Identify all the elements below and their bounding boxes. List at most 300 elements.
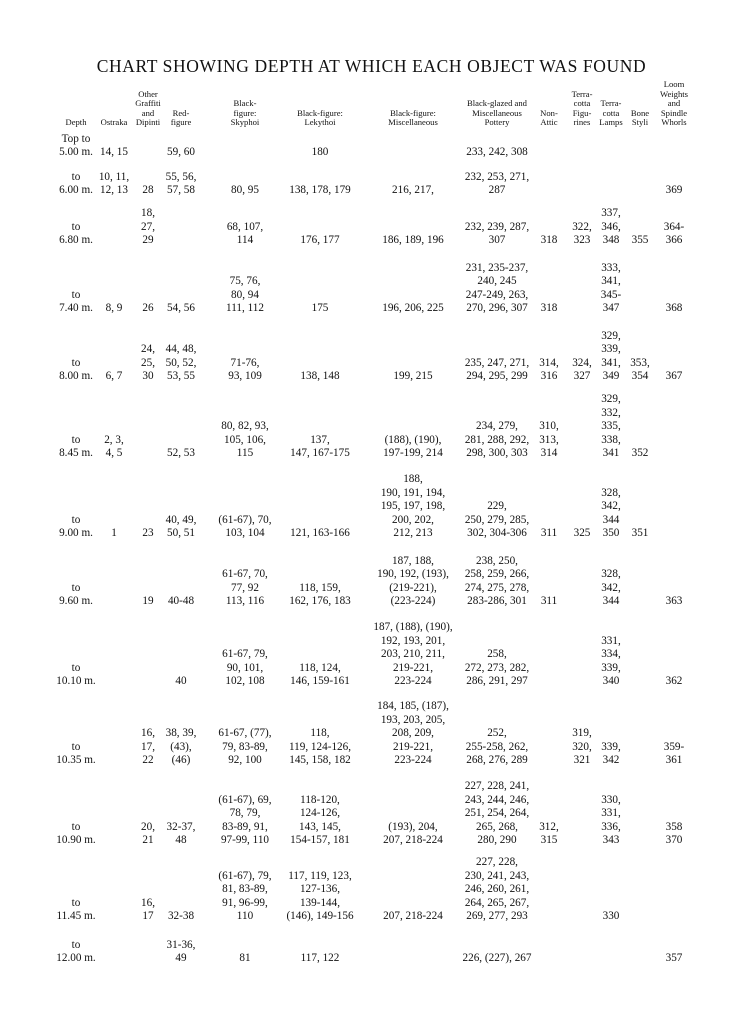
cell-line: 207, 218-224 [383,834,443,847]
cell-line: 231, 235-237, [465,261,529,274]
table-cell-skyphoi [226,275,264,316]
column-header-lamps [599,99,622,128]
cell-line: 359- [663,740,685,753]
table-cell-graffiti [142,184,153,198]
table-cell-blackglazed [465,500,529,541]
table-cell-nonattic [539,357,559,384]
cell-line: 336, [601,820,621,833]
cell-line: 127-136, [299,883,341,896]
cell-line: 29 [142,234,154,247]
cell-line: 233, 242, 308 [466,146,528,159]
cell-line: 298, 300, 303 [466,447,528,460]
table-cell-redfigure [166,727,197,768]
column-header-line: Styli [631,117,649,128]
cell-line: 268, 276, 289 [466,754,528,767]
cell-line: 193, 203, 205, [380,713,446,726]
cell-line: 219-221, [392,661,434,674]
cell-line: 30 [142,370,154,383]
cell-line: 252, [487,727,507,740]
cell-line: 25, [141,356,155,369]
table-cell-nonattic [541,595,557,609]
table-cell-skyphoi [222,568,268,609]
cell-line: 230, 241, 243, [464,869,530,882]
cell-line: 187, 188, [392,554,434,567]
table-cell-lamps [603,910,620,924]
column-header-line: Weights [660,88,688,99]
cell-line: 105, 106, [224,433,266,446]
cell-line: 324, [572,356,592,369]
cell-line: 232, 253, 271, [464,170,530,183]
table-cell-nonattic [539,420,559,461]
column-header-line: Whorls [661,117,687,128]
cell-line: to [71,356,81,369]
cell-line: 312, [539,820,559,833]
cell-line: (223-224) [390,595,436,608]
cell-line: 61-67, (77), [218,727,272,740]
table-cell-skyphoi [231,184,259,198]
cell-line: 32-37, [166,820,196,833]
cell-line: (43), [170,740,192,753]
cell-line: 117, 122 [300,952,340,965]
column-header-skyphoi [231,99,260,128]
cell-line: 83-89, 91, [222,820,268,833]
cell-line: 302, 304-306 [467,527,527,540]
depth-label [59,289,93,316]
table-cell-redfigure [167,146,195,160]
cell-line: 32-38 [167,910,195,923]
cell-line: 10.35 m. [56,754,96,767]
cell-line: 8.45 m. [59,447,93,460]
table-cell-lekythoi [300,370,339,384]
cell-line: (46) [171,754,191,767]
column-header-line: cotta [573,98,591,109]
cell-line: 243, 244, 246, [464,793,530,806]
table-cell-skyphoi [227,221,263,248]
column-header-line: Black- [233,98,257,109]
table-cell-lekythoi [290,662,350,689]
cell-line: to [71,896,81,909]
cell-line: 186, 189, 196 [382,234,444,247]
cell-line: 6.80 m. [59,234,93,247]
cell-line: 196, 206, 225 [382,302,444,315]
table-cell-redfigure [166,514,197,541]
column-header-line: Miscellaneous [472,107,522,118]
cell-line: 341, [601,275,621,288]
table-cell-ostraka [99,171,129,198]
cell-line: 366 [665,234,683,247]
cell-line: 187, (188), (190), [373,621,453,633]
table-cell-blackglazed [465,357,529,384]
cell-line: 103, 104 [225,527,265,540]
table-cell-blackglazed [465,171,529,198]
cell-line: 316 [540,370,558,383]
table-cell-skyphoi [222,648,268,689]
cell-line: 340 [602,675,620,688]
table-cell-bfmisc [373,621,452,689]
cell-line: 91, 96-99, [222,896,268,909]
table-cell-graffiti [142,595,153,609]
table-cell-lekythoi [286,870,353,924]
cell-line: 22 [142,754,154,767]
cell-line: 363 [665,595,683,608]
table-cell-blackglazed [465,420,529,461]
cell-line: 147, 167-175 [290,447,350,460]
column-header-line: Skyphoi [230,117,260,128]
column-header-line: Black-figure: [390,107,436,118]
table-cell-redfigure [167,302,195,316]
cell-line: 264, 265, 267, [464,896,530,909]
table-cell-lekythoi [290,527,350,541]
cell-line: 258, [487,648,507,661]
cell-line: 138, 178, 179 [289,184,351,197]
cell-line: to [71,220,81,233]
table-cell-lamps [601,487,621,541]
cell-line: 368 [665,302,683,315]
column-header-line: Spindle [660,107,688,118]
cell-line: 114 [236,234,254,247]
cell-line: 311 [540,595,558,608]
cell-line: to [71,581,81,594]
cell-line: 17 [142,910,154,923]
cell-line: 50, 52, [165,356,197,369]
table-cell-redfigure [166,171,197,198]
table-cell-ostraka [111,527,117,541]
cell-line: 14, 15 [100,146,128,159]
table-cell-bfmisc [392,184,434,198]
table-cell-loomweights [666,302,683,316]
cell-line: 307 [488,234,506,247]
table-cell-graffiti [142,527,153,541]
cell-line: 80, 82, 93, [221,420,269,433]
cell-line: 8.00 m. [59,370,93,383]
cell-line: 294, 295, 299 [466,370,528,383]
table-cell-blackglazed [466,146,528,160]
cell-line: 240, 245 [477,275,517,288]
cell-line: 9.60 m. [59,595,93,608]
cell-line: 208, 209, [392,727,434,740]
cell-line: 21 [142,834,154,847]
cell-line: 238, 250, [476,554,518,567]
table-cell-lekythoi [301,952,340,966]
cell-line: 311 [540,527,558,540]
table-cell-loomweights [666,595,683,609]
table-cell-lamps [601,262,622,316]
column-header-blackglazed [467,99,527,128]
cell-line: 162, 176, 183 [289,595,351,608]
cell-line: 318 [540,234,558,247]
cell-line: 287 [488,184,506,197]
column-header-line: figure [170,117,192,128]
column-header-line: Lamps [599,117,623,128]
cell-line: 223-224 [394,675,432,688]
cell-line: 121, 163-166 [290,527,350,540]
cell-line: 18, [141,207,155,220]
cell-line: 31-36, [166,938,196,951]
cell-line: 330 [602,910,620,923]
cell-line: 329, [601,393,621,405]
cell-line: 40-48 [167,595,195,608]
cell-line: 227, 228, 241, [464,780,530,792]
cell-line: 61-67, 70, [222,568,268,581]
depth-label [56,897,95,924]
cell-line: 80, 95 [231,184,259,197]
cell-line: 52, 53 [167,447,195,460]
cell-line: 322, [572,220,592,233]
cell-line: 118, 124, [299,661,341,674]
column-header-line: Loom [663,79,685,89]
cell-line: 118-120, [300,793,340,806]
cell-line: 269, 277, 293 [466,910,528,923]
depth-label [59,582,93,609]
cell-line: 24, [141,343,155,356]
table-cell-nonattic [541,234,558,248]
column-header-ostraka [101,118,128,128]
cell-line: 75, 76, [229,275,261,288]
cell-line: 331, [601,807,621,820]
column-header-line: Pottery [484,117,510,128]
table-cell-skyphoi [239,952,250,966]
cell-line: 270, 296, 307 [466,302,528,315]
cell-line: 110 [236,910,254,923]
depth-label [56,939,95,966]
cell-line: 5.00 m. [59,146,93,159]
table-cell-ostraka [106,370,123,384]
depth-label [56,662,95,689]
cell-line: 57, 58 [167,184,195,197]
depth-label [56,821,95,848]
table-cell-skyphoi [221,420,269,461]
cell-line: 199, 215 [393,370,433,383]
cell-line: 344 [602,595,620,608]
table-cell-lamps [601,635,621,689]
cell-line: 81 [239,952,251,965]
table-cell-bfmisc [383,910,443,924]
cell-line: 315 [540,834,558,847]
table-cell-bfmisc [382,234,444,248]
column-header-line: Terra- [600,98,622,109]
table-cell-blackglazed [465,648,529,689]
cell-line: 10, 11, [98,170,130,183]
cell-line: 348 [602,234,620,247]
cell-line: 343 [602,834,620,847]
cell-line: 355 [631,234,649,247]
table-cell-blackglazed [465,856,529,924]
cell-line: 117, 119, 123, [288,869,352,882]
cell-line: 54, 56 [167,302,195,315]
cell-line: 313, [539,433,559,446]
cell-line: (61-67), 69, [218,793,272,806]
table-cell-lamps [601,207,621,248]
table-cell-bfmisc [377,700,449,768]
table-cell-bonestyli [630,357,650,384]
cell-line: 332, [601,406,621,419]
cell-line: 328, [601,486,621,499]
cell-line: 344 [602,513,620,526]
cell-line: 17, [141,740,155,753]
table-cell-lekythoi [312,302,329,316]
cell-line: 235, 247, 271, [464,356,530,369]
table-cell-graffiti [141,897,155,924]
table-cell-ostraka [106,302,123,316]
cell-line: 281, 288, 292, [464,433,530,446]
cell-line: 247-249, 263, [465,288,529,301]
table-cell-figurines [572,221,592,248]
page-title: CHART SHOWING DEPTH AT WHICH EACH OBJECT WAS FOUND [96,56,647,76]
column-header-line: Depth [65,117,87,128]
cell-line: 61-67, 79, [222,648,268,661]
cell-line: to [71,513,81,526]
table-cell-loomweights [664,741,685,768]
cell-line: 124-126, [299,807,341,820]
table-cell-lekythoi [312,146,329,160]
column-header-line: Red- [172,107,190,118]
table-cell-figurines [572,357,592,384]
cell-line: to [71,170,81,183]
column-header-depth [65,118,86,128]
cell-line: 38, 39, [165,727,197,740]
cell-line: 234, 279, [476,420,518,433]
table-cell-redfigure [168,910,194,924]
cell-line: (219-221), [389,581,437,594]
cell-line: 12.00 m. [56,952,96,965]
column-header-line: Other [138,88,158,99]
table-cell-lekythoi [289,582,351,609]
cell-line: 203, 210, 211, [381,648,445,661]
cell-line: 77, 92 [231,581,259,594]
table-cell-bfmisc [382,302,444,316]
cell-line: 197-199, 214 [383,447,443,460]
depth-label [59,133,93,160]
cell-line: 232, 239, 287, [464,220,530,233]
cell-line: 272, 273, 282, [464,661,530,674]
table-cell-figurines [572,727,592,768]
cell-line: 92, 100 [228,754,262,767]
table-cell-skyphoi [218,870,271,924]
cell-line: 26 [142,302,154,315]
table-cell-ostraka [104,434,124,461]
cell-line: 16, [141,727,155,740]
cell-line: 333, [601,261,621,274]
depth-label [59,221,93,248]
column-header-line: Terra- [571,88,593,99]
column-header-line: rines [573,117,591,128]
table-cell-nonattic [541,527,557,541]
cell-line: 226, (227), 267 [462,952,532,965]
cell-line: 97-99, 110 [220,834,270,847]
cell-line: 145, 158, 182 [289,754,351,767]
cell-line: 80, 94 [231,288,259,301]
cell-line: to [71,938,81,951]
cell-line: 154-157, 181 [290,834,350,847]
cell-line: 188, [403,473,423,485]
cell-line: 7.40 m. [59,302,93,315]
cell-line: 111, 112 [226,302,264,315]
table-cell-graffiti [141,207,155,248]
cell-line: (61-67), 79, [218,869,272,882]
cell-line: 325 [573,527,591,540]
column-header-line: and [141,107,155,118]
cell-line: 364- [663,220,685,233]
cell-line: 59, 60 [167,146,195,159]
cell-line: 227, 228, [476,856,518,868]
table-cell-figurines [574,527,591,541]
cell-line: to [71,740,81,753]
table-cell-lekythoi [289,727,351,768]
cell-line: 146, 159-161 [290,675,350,688]
cell-line: 358 [665,820,683,833]
depth-label [59,357,93,384]
column-header-nonattic [540,109,558,128]
cell-line: 79, 83-89, [222,740,268,753]
cell-line: (146), 149-156 [286,910,354,923]
table-cell-lamps [601,741,621,768]
depth-label [59,434,93,461]
table-cell-lekythoi [290,434,350,461]
table-cell-lamps [601,794,621,848]
cell-line: 339, [601,343,621,356]
cell-line: 216, 217, [392,184,434,197]
table-cell-bfmisc [393,370,432,384]
cell-line: 229, [487,500,507,513]
table-cell-bfmisc [377,555,449,609]
column-header-line: and [667,98,681,109]
cell-line: 23 [142,527,154,540]
table-cell-bfmisc [383,434,443,461]
column-header-line: Figu- [572,107,592,118]
table-cell-nonattic [539,821,559,848]
cell-line: 327 [573,370,591,383]
table-cell-redfigure [167,447,195,461]
cell-line: 349 [602,370,620,383]
cell-line: 138, 148 [300,370,340,383]
table-cell-bfmisc [381,473,445,541]
cell-line: 357 [665,952,683,965]
cell-line: 323 [573,234,591,247]
cell-line: 40 [175,675,187,688]
cell-line: 50, 51 [167,527,195,540]
cell-line: 286, 291, 297 [466,675,528,688]
cell-line: 341, [601,356,621,369]
cell-line: 353, [630,356,650,369]
table-cell-bonestyli [632,447,649,461]
table-cell-lamps [601,393,621,461]
cell-line: 10.10 m. [56,675,96,688]
table-cell-ostraka [100,146,128,160]
table-cell-bonestyli [632,527,649,541]
cell-line: 1 [111,527,117,540]
cell-line: 314, [539,356,559,369]
cell-line: 2, 3, [104,433,124,446]
cell-line: 351 [631,527,649,540]
cell-line: 11.45 m. [56,910,96,923]
cell-line: 190, 192, (193), [377,568,449,581]
depth-label [59,514,93,541]
cell-line: 195, 197, 198, [380,500,446,513]
cell-line: 113, 116 [225,595,265,608]
column-header-line: Bone [630,107,650,118]
cell-line: 350 [602,527,620,540]
cell-line: to [71,288,81,301]
cell-line: 342, [601,500,621,513]
table-cell-lamps [601,330,621,384]
column-header-bonestyli [631,109,649,128]
cell-line: 362 [665,675,683,688]
cell-line: 19 [142,595,154,608]
column-header-line: Ostraka [100,117,128,128]
table-cell-redfigure [175,675,186,689]
table-cell-redfigure [168,595,194,609]
cell-line: 335, [601,420,621,433]
